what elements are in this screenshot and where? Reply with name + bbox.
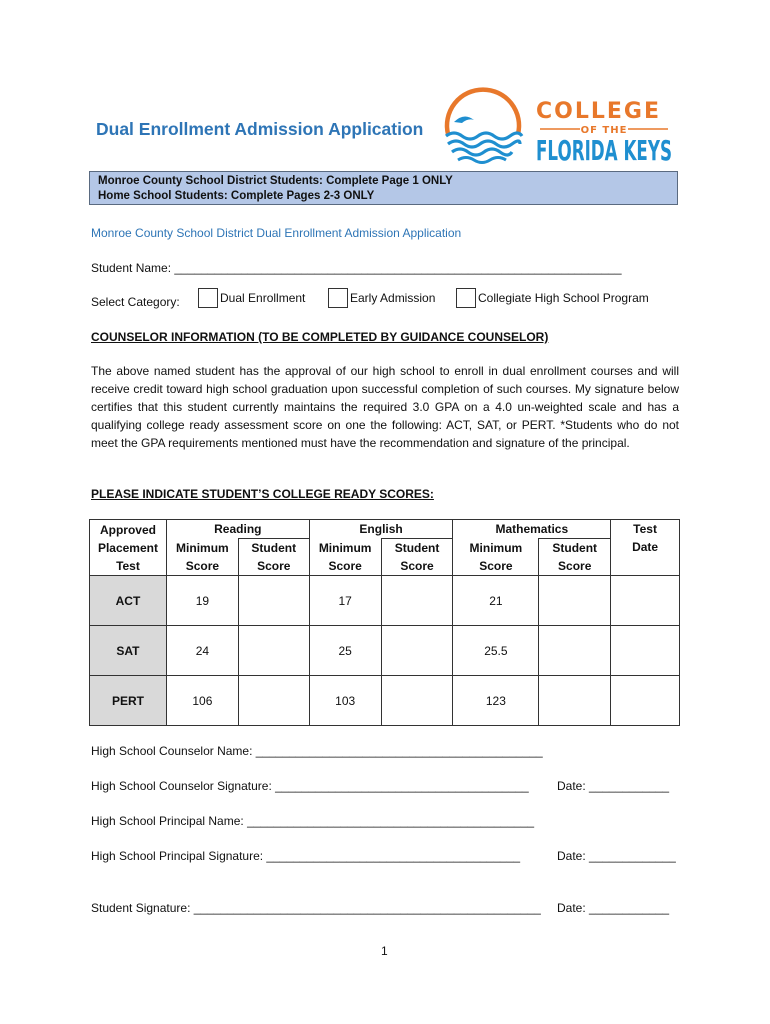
scores-heading: PLEASE INDICATE STUDENT’S COLLEGE READY SCORES: bbox=[91, 487, 434, 501]
dual-enrollment-option[interactable] bbox=[198, 288, 305, 308]
math-min-cell: 21 bbox=[453, 576, 539, 626]
math-minimum-header: Minimum Score bbox=[453, 539, 539, 576]
math-student-cell[interactable] bbox=[539, 676, 611, 726]
section-title: Monroe County School District Dual Enrollment Admission Application bbox=[91, 226, 462, 240]
counselor-signature-field[interactable]: High School Counselor Signature: ______________________________________ bbox=[91, 779, 529, 793]
test-date-cell[interactable] bbox=[611, 576, 680, 626]
reading-min-cell: 19 bbox=[166, 576, 238, 626]
approval-paragraph: The above named student has the approval of our high school to enroll in dual enrollment courses and will receive credit toward high school graduation upon successful completion of such courses. My signature below certifies that this student currently maintains the required 3.0 GPA on a 4.0 un-weighted scale and has a qualifying college ready assessment score on one the following: ACT, SAT, or PERT. *Students who do not meet the GPA requirements mentioned must have the recommendation and signature of the principal. bbox=[91, 364, 679, 450]
english-minimum-header: Minimum Score bbox=[309, 539, 381, 576]
student-name-field[interactable]: Student Name: ___________________________________________________________________ bbox=[91, 261, 622, 275]
category-label: Select Category: bbox=[91, 295, 180, 309]
test-date-cell[interactable] bbox=[611, 676, 680, 726]
table-subheader-row bbox=[90, 539, 680, 576]
dual-enrollment-label: Dual Enrollment bbox=[220, 291, 306, 305]
approved-placement-test-header: Approved Placement Test bbox=[90, 520, 167, 576]
english-min-cell: 25 bbox=[309, 626, 381, 676]
english-student-cell[interactable] bbox=[381, 576, 453, 626]
instructions-line-2: Home School Students: Complete Pages 2-3 ONLY bbox=[98, 190, 375, 202]
early-admission-label: Early Admission bbox=[350, 291, 436, 305]
math-student-cell[interactable] bbox=[539, 576, 611, 626]
reading-student-cell[interactable] bbox=[238, 576, 309, 626]
principal-name-field[interactable]: High School Principal Name: ___________________________________________ bbox=[91, 814, 535, 828]
math-student-header: Student Score bbox=[539, 539, 611, 576]
page-number: 1 bbox=[381, 944, 388, 958]
table-header-row bbox=[90, 520, 680, 539]
principal-date-field[interactable]: Date: _____________ bbox=[557, 849, 676, 863]
english-student-cell[interactable] bbox=[381, 626, 453, 676]
collegiate-checkbox[interactable] bbox=[456, 288, 476, 308]
table-row bbox=[90, 576, 680, 626]
instructions-box bbox=[89, 171, 678, 205]
reading-min-cell: 106 bbox=[166, 676, 238, 726]
logo-text-ofthe: OF THE bbox=[580, 125, 628, 136]
math-min-cell: 123 bbox=[453, 676, 539, 726]
test-date-cell[interactable] bbox=[611, 626, 680, 676]
dual-enrollment-checkbox[interactable] bbox=[198, 288, 218, 308]
math-min-cell: 25.5 bbox=[453, 626, 539, 676]
test-name-cell: SAT bbox=[90, 626, 167, 676]
logo-text-florida-keys: FLORIDA KEYS bbox=[536, 134, 672, 167]
reading-student-cell[interactable] bbox=[238, 626, 309, 676]
test-name-cell: PERT bbox=[90, 676, 167, 726]
student-signature-field[interactable]: Student Signature: ____________________________________________________ bbox=[91, 901, 541, 915]
early-admission-checkbox[interactable] bbox=[328, 288, 348, 308]
reading-student-header: Student Score bbox=[238, 539, 309, 576]
english-min-cell: 103 bbox=[309, 676, 381, 726]
collegiate-option[interactable] bbox=[456, 288, 649, 308]
principal-signature-field[interactable]: High School Principal Signature: ______________________________________ bbox=[91, 849, 521, 863]
reading-student-cell[interactable] bbox=[238, 676, 309, 726]
table-row bbox=[90, 676, 680, 726]
collegiate-label: Collegiate High School Program bbox=[478, 291, 649, 305]
table-row bbox=[90, 626, 680, 676]
logo-text-college: COLLEGE bbox=[536, 99, 661, 124]
reading-header: Reading bbox=[166, 520, 309, 539]
english-min-cell: 17 bbox=[309, 576, 381, 626]
test-date-header: Test Date bbox=[611, 520, 680, 576]
scores-table bbox=[89, 519, 680, 726]
logo-emblem-icon bbox=[440, 92, 680, 172]
early-admission-option[interactable] bbox=[328, 288, 435, 308]
student-date-field[interactable]: Date: ____________ bbox=[557, 901, 670, 915]
instructions-line-1: Monroe County School District Students: Complete Page 1 ONLY bbox=[98, 175, 453, 187]
english-student-header: Student Score bbox=[381, 539, 453, 576]
test-name-cell: ACT bbox=[90, 576, 167, 626]
page-title: Dual Enrollment Admission Application bbox=[96, 119, 424, 139]
counselor-name-field[interactable]: High School Counselor Name: ___________________________________________ bbox=[91, 744, 543, 758]
reading-min-cell: 24 bbox=[166, 626, 238, 676]
english-student-cell[interactable] bbox=[381, 676, 453, 726]
counselor-date-field[interactable]: Date: ____________ bbox=[557, 779, 670, 793]
mathematics-header: Mathematics bbox=[453, 520, 611, 539]
college-logo bbox=[440, 92, 680, 172]
reading-minimum-header: Minimum Score bbox=[166, 539, 238, 576]
english-header: English bbox=[309, 520, 453, 539]
counselor-heading: COUNSELOR INFORMATION (TO BE COMPLETED BY GUIDANCE COUNSELOR) bbox=[91, 330, 549, 344]
math-student-cell[interactable] bbox=[539, 626, 611, 676]
